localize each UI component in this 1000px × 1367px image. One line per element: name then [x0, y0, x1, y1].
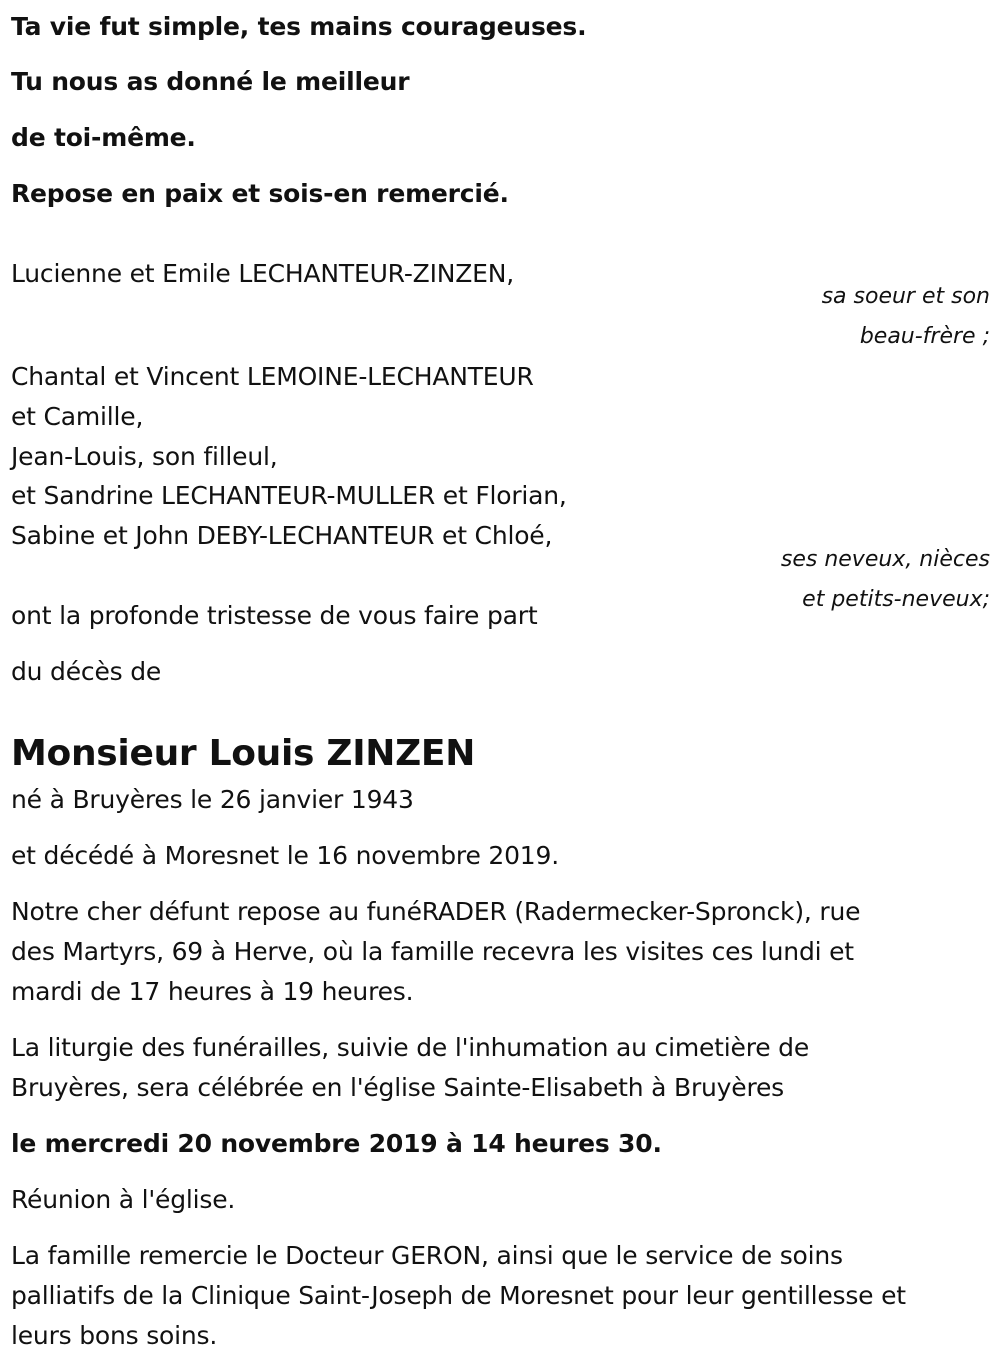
poem-line-2: Tu nous as donné le meilleur	[11, 67, 410, 96]
announcement-line-1: ont la profonde tristesse de vous faire part	[11, 601, 538, 630]
nephews-line-4: et Sandrine LECHANTEUR-MULLER et Florian,	[11, 481, 567, 510]
liturgy-line-1: La liturgie des funérailles, suivie de l'inhumation au cimetière de	[11, 1033, 810, 1062]
birth-info: né à Bruyères le 26 janvier 1943	[11, 785, 414, 814]
liturgy-line-2: Bruyères, sera célébrée en l'église Sainte-Elisabeth à Bruyères	[11, 1073, 784, 1102]
poem-line-1: Ta vie fut simple, tes mains courageuses.	[11, 12, 587, 41]
nephews-relation-line-2: et petits-neveux;	[802, 587, 990, 612]
nephews-line-5: Sabine et John DEBY-LECHANTEUR et Chloé,	[11, 521, 553, 550]
announcement-line-2: du décès de	[11, 657, 162, 686]
nephews-line-2: et Camille,	[11, 402, 144, 431]
rest-line-2: des Martyrs, 69 à Herve, où la famille recevra les visites ces lundi et	[11, 937, 854, 966]
poem-line-3: de toi-même.	[11, 123, 196, 152]
thanks-line-3: leurs bons soins.	[11, 1321, 218, 1350]
sibling-relation-line-1: sa soeur et son	[821, 284, 990, 309]
meeting-info: Réunion à l'église.	[11, 1185, 236, 1214]
poem-line-4: Repose en paix et sois-en remercié.	[11, 179, 509, 208]
thanks-line-2: palliatifs de la Clinique Saint-Joseph de Moresnet pour leur gentillesse et	[11, 1281, 906, 1310]
sibling-relation-line-2: beau-frère ;	[859, 324, 990, 349]
nephews-relation-line-1: ses neveux, nièces	[780, 547, 990, 572]
deceased-name: Monsieur Louis ZINZEN	[11, 733, 476, 774]
thanks-line-1: La famille remercie le Docteur GERON, ainsi que le service de soins	[11, 1241, 843, 1270]
death-info: et décédé à Moresnet le 16 novembre 2019.	[11, 841, 559, 870]
sibling-names: Lucienne et Emile LECHANTEUR-ZINZEN,	[11, 259, 515, 288]
ceremony-date: le mercredi 20 novembre 2019 à 14 heures 30.	[11, 1129, 662, 1158]
nephews-line-1: Chantal et Vincent LEMOINE-LECHANTEUR	[11, 362, 534, 391]
rest-line-1: Notre cher défunt repose au funéRADER (Radermecker-Spronck), rue	[11, 897, 861, 926]
nephews-line-3: Jean-Louis, son filleul,	[11, 442, 278, 471]
rest-line-3: mardi de 17 heures à 19 heures.	[11, 977, 414, 1006]
